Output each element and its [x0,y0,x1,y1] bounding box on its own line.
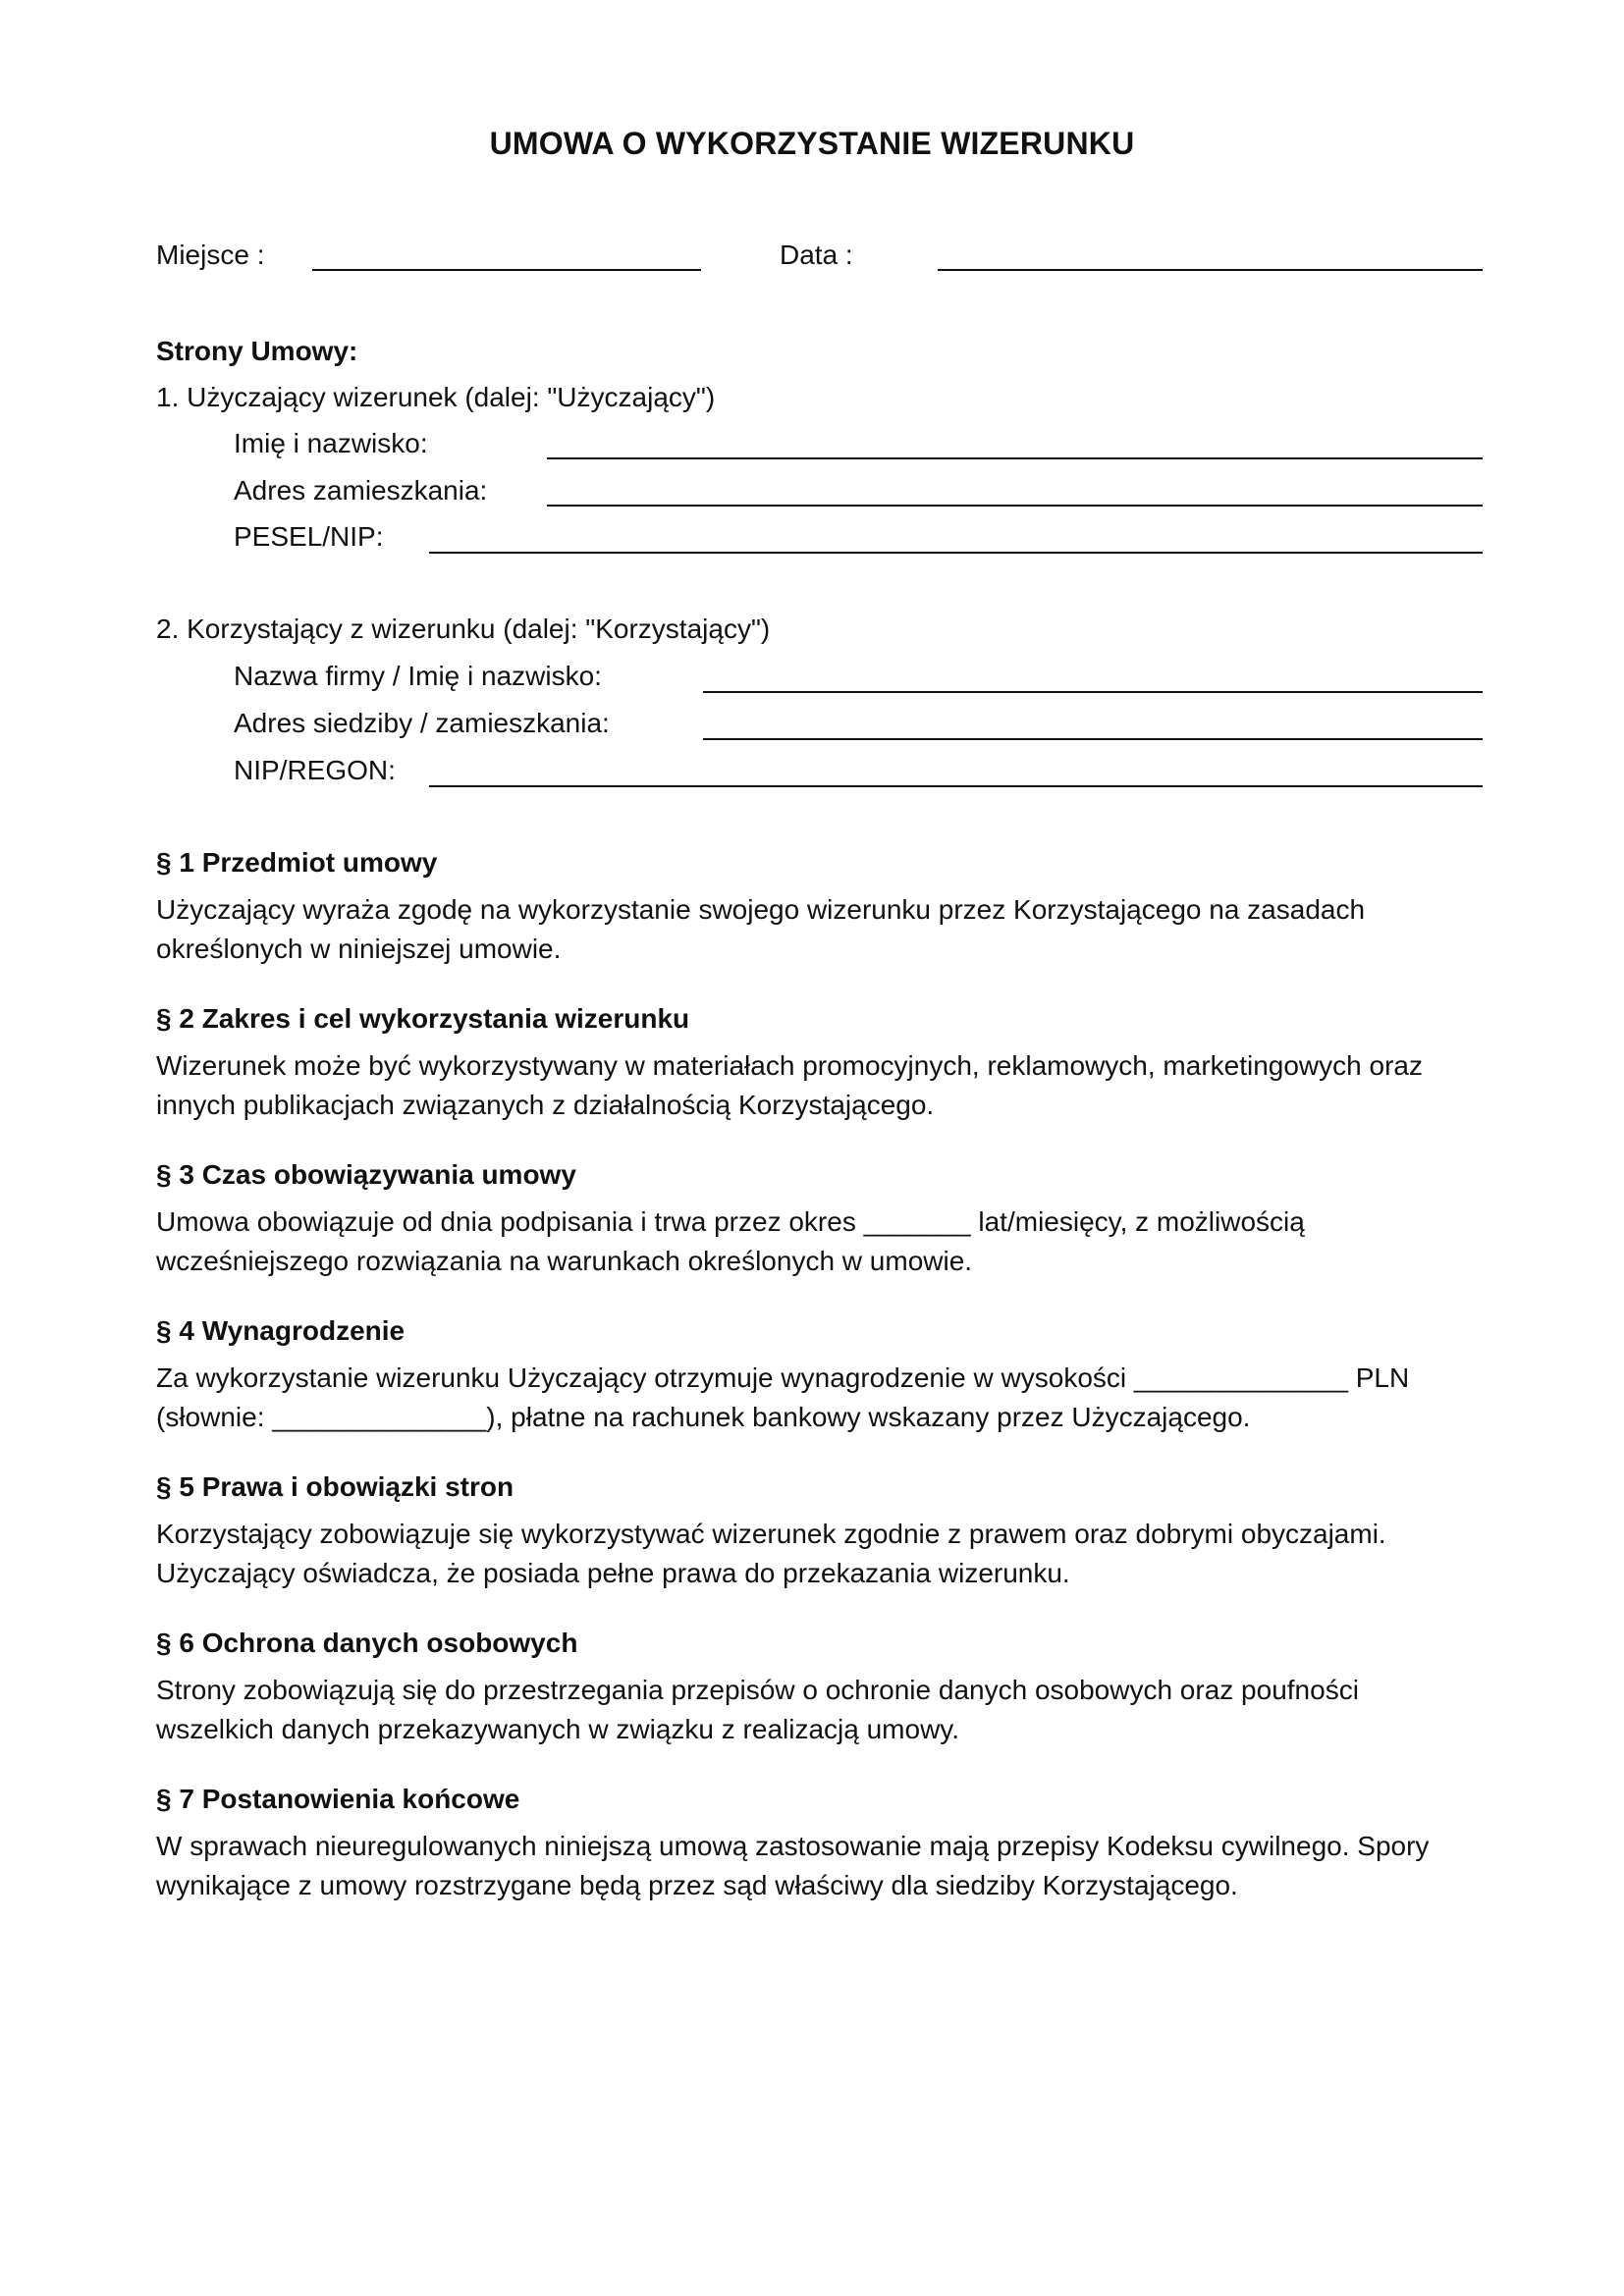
section-4-text-line1: Za wykorzystanie wizerunku Użyczający otrzymuje wynagrodzenie w wysokości ______________ PLN [156,1362,1410,1393]
section-5-heading: § 5 Prawa i obowiązki stron [156,1471,514,1502]
party2-heading: 2. Korzystający z wizerunku (dalej: "Korzystający") [156,614,771,644]
section-3-heading: § 3 Czas obowiązywania umowy [156,1159,576,1190]
section-7-heading: § 7 Postanowienia końcowe [156,1784,520,1814]
section-2-text-line2: innych publikacjach związanych z działalnością Korzystającego. [156,1090,935,1120]
party1-id-label: PESEL/NIP: [234,521,384,552]
party1-address-field[interactable] [547,505,1483,507]
section-3-text-line2: wcześniejszego rozwiązania na warunkach określonych w umowie. [156,1246,973,1276]
section-6-text-line1: Strony zobowiązują się do przestrzegania przepisów o ochronie danych osobowych oraz poufności [156,1675,1359,1705]
section-6-text-line2: wszelkich danych przekazywanych w związku z realizacją umowy. [156,1714,960,1744]
section-6-heading: § 6 Ochrona danych osobowych [156,1628,578,1658]
date-field[interactable] [938,269,1483,271]
party2-id-label: NIP/REGON: [234,755,396,785]
party1-id-field[interactable] [429,552,1483,554]
section-5-text-line1: Korzystający zobowiązuje się wykorzystywać wizerunek zgodnie z prawem oraz dobrymi obyczajami. [156,1519,1386,1549]
party2-id-field[interactable] [429,785,1483,787]
party2-name-label: Nazwa firmy / Imię i nazwisko: [234,661,602,691]
section-2-heading: § 2 Zakres i cel wykorzystania wizerunku [156,1003,690,1034]
date-label: Data : [780,240,853,270]
document-title: UMOWA O WYKORZYSTANIE WIZERUNKU [489,126,1135,161]
section-7-text-line1: W sprawach nieuregulowanych niniejszą umową zastosowanie mają przepisy Kodeksu cywilnego. Spory [156,1831,1430,1861]
section-4-text-line2: (słownie: ______________), płatne na rachunek bankowy wskazany przez Użyczającego. [156,1402,1251,1432]
section-1-text-line2: określonych w niniejszej umowie. [156,934,562,964]
parties-heading: Strony Umowy: [156,336,358,366]
party1-heading: 1. Użyczający wizerunek (dalej: "Użyczający") [156,382,716,412]
place-label: Miejsce : [156,240,265,270]
party1-address-label: Adres zamieszkania: [234,475,488,506]
party2-address-field[interactable] [703,738,1483,740]
party1-name-label: Imię i nazwisko: [234,428,428,458]
party1-name-field[interactable] [547,457,1483,459]
section-5-text-line2: Użyczający oświadcza, że posiada pełne prawa do przekazania wizerunku. [156,1558,1070,1588]
section-4-heading: § 4 Wynagrodzenie [156,1315,406,1346]
party2-name-field[interactable] [703,691,1483,693]
party2-address-label: Adres siedziby / zamieszkania: [234,708,610,738]
section-1-heading: § 1 Przedmiot umowy [156,847,438,878]
section-3-text-line1: Umowa obowiązuje od dnia podpisania i trwa przez okres _______ lat/miesięcy, z możliwością [156,1206,1305,1237]
section-2-text-line1: Wizerunek może być wykorzystywany w materiałach promocyjnych, reklamowych, marketingowych oraz [156,1050,1423,1081]
place-field[interactable] [312,269,701,271]
section-1-text-line1: Użyczający wyraża zgodę na wykorzystanie swojego wizerunku przez Korzystającego na zasadach [156,894,1366,925]
section-7-text-line2: wynikające z umowy rozstrzygane będą przez sąd właściwy dla siedziby Korzystającego. [156,1870,1238,1900]
